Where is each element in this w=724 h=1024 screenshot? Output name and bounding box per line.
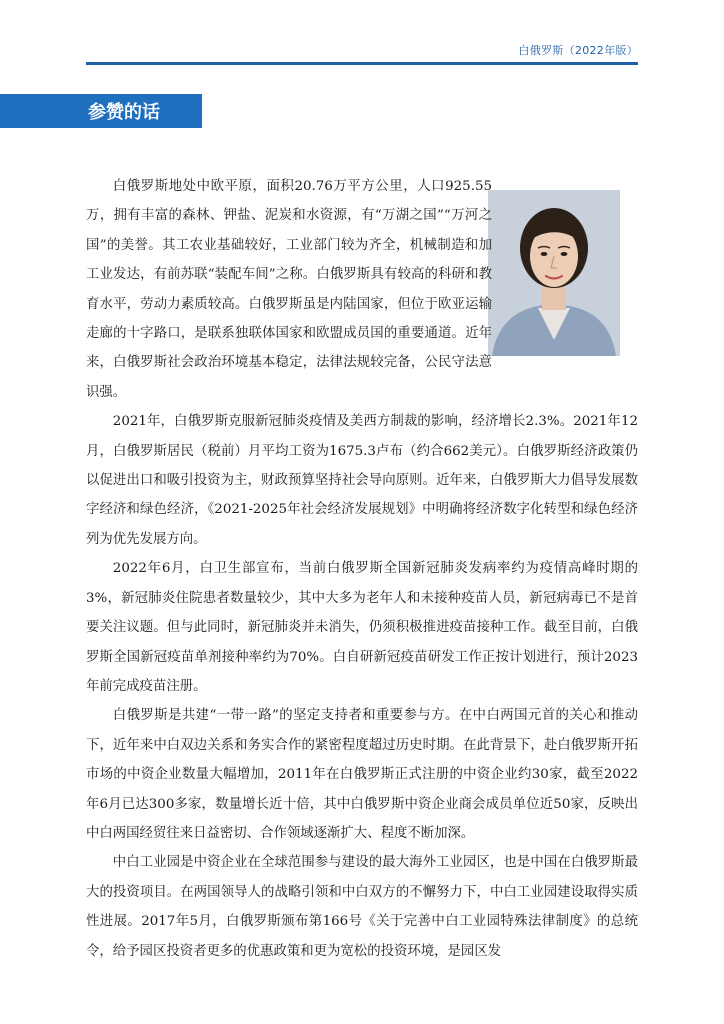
section-title-tab bbox=[0, 94, 202, 128]
section-title: 参赞的话 bbox=[88, 102, 160, 123]
paragraph: 白俄罗斯是共建“一带一路”的坚定支持者和重要参与方。在中白两国元首的关心和推动下，近年来中白双边关系和务实合作的紧密程度超过历史时期。在此背景下，赴白俄罗斯开拓市场的中资企业数量大幅增加，2011年在白俄罗斯正式注册的中资企业约30家，截至2022年6月已达300多家，数量增长近十倍，其中白俄罗斯中资企业商会成员单位近50家，反映出中白两国经贸往来日益密切、合作领域逐渐扩大、程度不断加深。 bbox=[86, 708, 638, 841]
header-divider bbox=[86, 62, 638, 65]
article-body bbox=[86, 172, 638, 966]
running-header-title: 白俄罗斯（2022年版） bbox=[518, 44, 638, 57]
paragraph: 中白工业园是中资企业在全球范围参与建设的最大海外工业园区，也是中国在白俄罗斯最大的投资项目。在两国领导人的战略引领和中白双方的不懈努力下，中白工业园建设取得实质性进展。2017年5月，白俄罗斯颁布第166号《关于完善中白工业园特殊法律制度》的总统令，给予园区投资者更多的优惠政策和更为宽松的投资环境，是园区发 bbox=[86, 855, 638, 959]
paragraph: 白俄罗斯地处中欧平原，面积20.76万平方公里，人口925.55万，拥有丰富的森林、钾盐、泥炭和水资源，有“万湖之国”“万河之国”的美誉。其工农业基础较好，工业部门较为齐全，机械制造和加工业发达，有前苏联“装配车间”之称。白俄罗斯具有较高的科研和教育水平，劳动力素质较高。白俄罗斯虽是内陆国家，但位于欧亚运输走廊的十字路口，是联系独联体国家和欧盟成员国的重要通道。近年来，白俄罗斯社会政治环境基本稳定，法律法规较完备，公民守法意识强。 bbox=[86, 179, 492, 400]
paragraph: 2021年，白俄罗斯克服新冠肺炎疫情及美西方制裁的影响，经济增长2.3%。2021年12月，白俄罗斯居民（税前）月平均工资为1675.3卢布（约合662美元）。白俄罗斯经济政策仍以促进出口和吸引投资为主，财政预算坚持社会导向原则。近年来，白俄罗斯大力倡导发展数字经济和绿色经济，《2021-2025年社会经济发展规划》中明确将经济数字化转型和绿色经济列为优先发展方向。 bbox=[86, 414, 638, 547]
paragraph: 2022年6月，白卫生部宣布，当前白俄罗斯全国新冠肺炎发病率约为疫情高峰时期的3%，新冠肺炎住院患者数量较少，其中大多为老年人和未接种疫苗人员，新冠病毒已不是首要关注议题。但与此同时，新冠肺炎并未消失，仍须积极推进疫苗接种工作。截至目前，白俄罗斯全国新冠疫苗单剂接种率约为70%。白自研新冠疫苗研发工作正按计划进行，预计2023年前完成疫苗注册。 bbox=[86, 561, 638, 694]
